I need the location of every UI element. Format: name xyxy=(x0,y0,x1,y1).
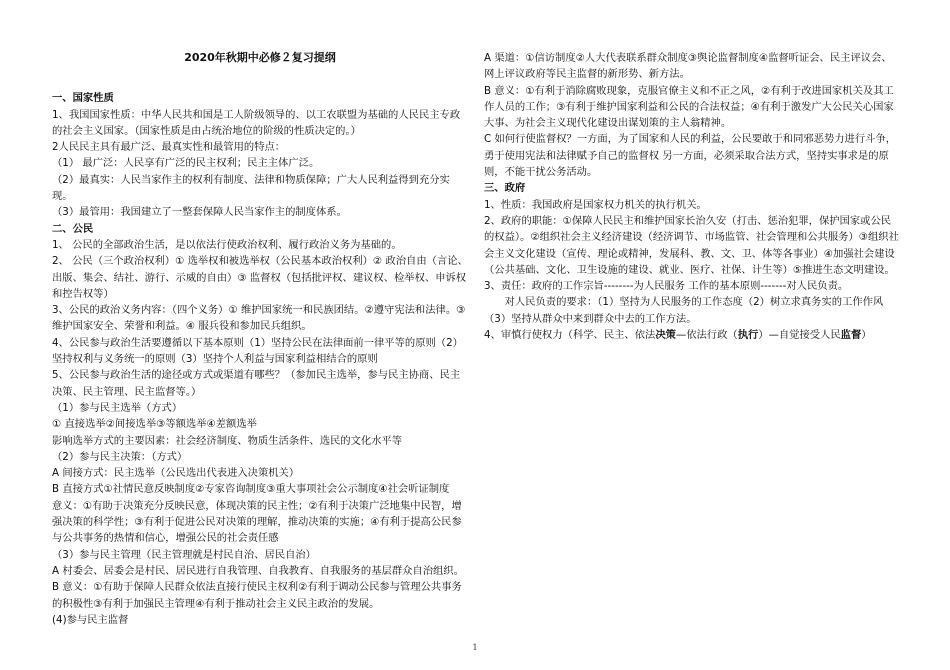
paragraph: 3、公民的政治义务内容：（四个义务）① 维护国家统一和民族团结。②遵守宪法和法律。③ 维护国家安全、荣誉和利益。④ 服兵役和参加民兵组织。 xyxy=(52,304,466,333)
paragraph: 3、责任：政府的工作宗旨--------为人民服务 工作的基本原则-------对人民负责。 xyxy=(484,280,849,293)
text-run: —依法行政（ xyxy=(675,329,738,342)
bold-text: 决策 xyxy=(655,329,676,342)
paragraph: A 渠道：①信访制度②人大代表联系群众制度③舆论监督制度④监督听证会、民主评议会、网上评议政府等民主监督的新形势、新方法。 xyxy=(484,52,892,81)
paragraph: B 意义：①有助于保障人民群众依法直接行使民主权利②有利于调动公民参与管理公共事务的积极性③有利于加强民主管理④有利于推动社会主义民主政治的发展。 xyxy=(52,581,462,610)
text-run: 4、审慎行使权力（科学、民主、依法 xyxy=(484,329,656,342)
section-heading-government: 三、政府 xyxy=(484,182,526,195)
bold-text: 监督 xyxy=(840,329,862,342)
paragraph: A 村委会、居委会是村民、居民进行自我管理、自我教育、自我服务的基层群众自治组织。 xyxy=(52,564,464,577)
paragraph: B 直接方式①社情民意反映制度②专家咨询制度③重大事项社会公示制度④社会听证制度 xyxy=(52,483,450,496)
paragraph: 1、性质：我国政府是国家权力机关的执行机关。 xyxy=(484,198,707,211)
paragraph: （3）参与民主管理（民主管理就是村民自治、居民自治） xyxy=(52,548,316,561)
paragraph: 意义：①有助于决策充分反映民意，体现决策的民主性；②有利于决策广泛地集中民智，增强决策的科学性；③有利于促进公民对决策的理解，推动决策的实施；④有利于提高公民参与公共事务的热情和信心，增强公民的社会责任感 xyxy=(52,499,462,545)
paragraph: 2、 公民（三个政治权利）① 选举权和被选举权（公民基本政治权利）② 政治自由（言论、出版、集会、结社、游行、示威的自由）③ 监督权（包括批评权、建议权、检举权、申诉权和控告权等） xyxy=(52,255,468,300)
paragraph: 对人民负责的要求：（1）坚持为人民服务的工作态度（2）树立求真务实的工作作风（3）坚持从群众中来到群众中去的工作方法。 xyxy=(484,296,884,325)
text-run: ）—自觉接受人民 xyxy=(758,329,841,342)
paragraph: (4)参与民主监督 xyxy=(52,613,129,626)
bold-text: 执行 xyxy=(737,329,759,342)
paragraph: A 间接方式：民主选举（公民选出代表进入决策机关） xyxy=(52,467,300,480)
paragraph: （2）参与民主决策：（方式） xyxy=(52,450,188,463)
paragraph: 1、我国国家性质：中华人民共和国是工人阶级领导的、以工农联盟为基础的人民民主专政的社会主义国家。（国家性质是由占统治地位的阶级的性质决定的。） xyxy=(52,108,461,137)
paragraph: （2）最真实：人民当家作主的权利有制度、法律和物质保障；广大人民利益得到充分实现。 xyxy=(52,173,450,203)
paragraph: B 意义：①有利于消除腐败现象，克服官僚主义和不正之风，②有利于改进国家机关及其工作人员的工作；③有利于维护国家利益和公民的合法权益；④有利于激发广大公民关心国家大事、为社会主义现代化建设出谋划策的主人翁精神。 xyxy=(484,84,894,130)
paragraph: （1） 最广泛：人民享有广泛的民主权利；民主主体广泛。 xyxy=(52,157,320,170)
right-column xyxy=(484,50,900,343)
paragraph: 4、公民参与政治生活要遵循以下基本原则（1）坚持公民在法律面前一律平等的原则（2）坚持权利与义务统一的原则（3）坚持个人利益与国家利益相结合的原则 xyxy=(52,336,463,366)
paragraph: 5、公民参与政治生活的途径或方式或渠道有哪些？（参加民主选举，参与民主协商、民主决策、民主管理、民主监督等。） xyxy=(52,369,461,398)
paragraph: （1）参与民主选举（方式） xyxy=(52,401,183,414)
paragraph: 2、政府的职能：①保障人民民主和维护国家长治久安（打击、惩治犯罪，保护国家或公民的权益）。②组织社会主义经济建设（经济调节、市场监管、社会管理和公共服务）③组织社会主义文化建设（宣传、理论或精神，发展科、教、文、卫、体等各事业）④加强社会建设（公共基础、文化、卫生设施的建设、就业、医疗、社保、计生等）⑤推进生态文明建设。 xyxy=(484,214,899,276)
text-run: ） xyxy=(861,329,872,342)
page-number: 1 xyxy=(472,643,478,652)
paragraph: 影响选举方式的主要因素：社会经济制度、物质生活条件、选民的文化水平等 xyxy=(52,434,403,447)
section-heading-nation: 一、国家性质 xyxy=(52,92,114,105)
left-column xyxy=(52,50,468,628)
paragraph: 1、 公民的全部政治生活，是以依法行使政治权利、履行政治义务为基础的。 xyxy=(52,238,402,251)
section-heading-citizen: 二、公民 xyxy=(52,222,94,235)
paragraph: 2人民民主具有最广泛、最真实性和最管用的特点： xyxy=(52,141,286,154)
paragraph: ① 直接选举②间接选举③等额选举④差额选举 xyxy=(52,418,257,431)
paragraph: C 如何行使监督权？一方面，为了国家和人民的利益，公民要敢于和同邪恶势力进行斗争，勇于使用宪法和法律赋予自己的监督权 另一方面，必须采取合法方式，坚持实事求是的原则，不能干扰公务活动。 xyxy=(484,133,897,179)
paragraph-power xyxy=(484,327,900,343)
paragraph: （3）最管用：我国建立了一整套保障人民当家作主的制度体系。 xyxy=(52,206,347,219)
document-title: 2020年秋期中必修２复习提纲 xyxy=(184,51,336,64)
